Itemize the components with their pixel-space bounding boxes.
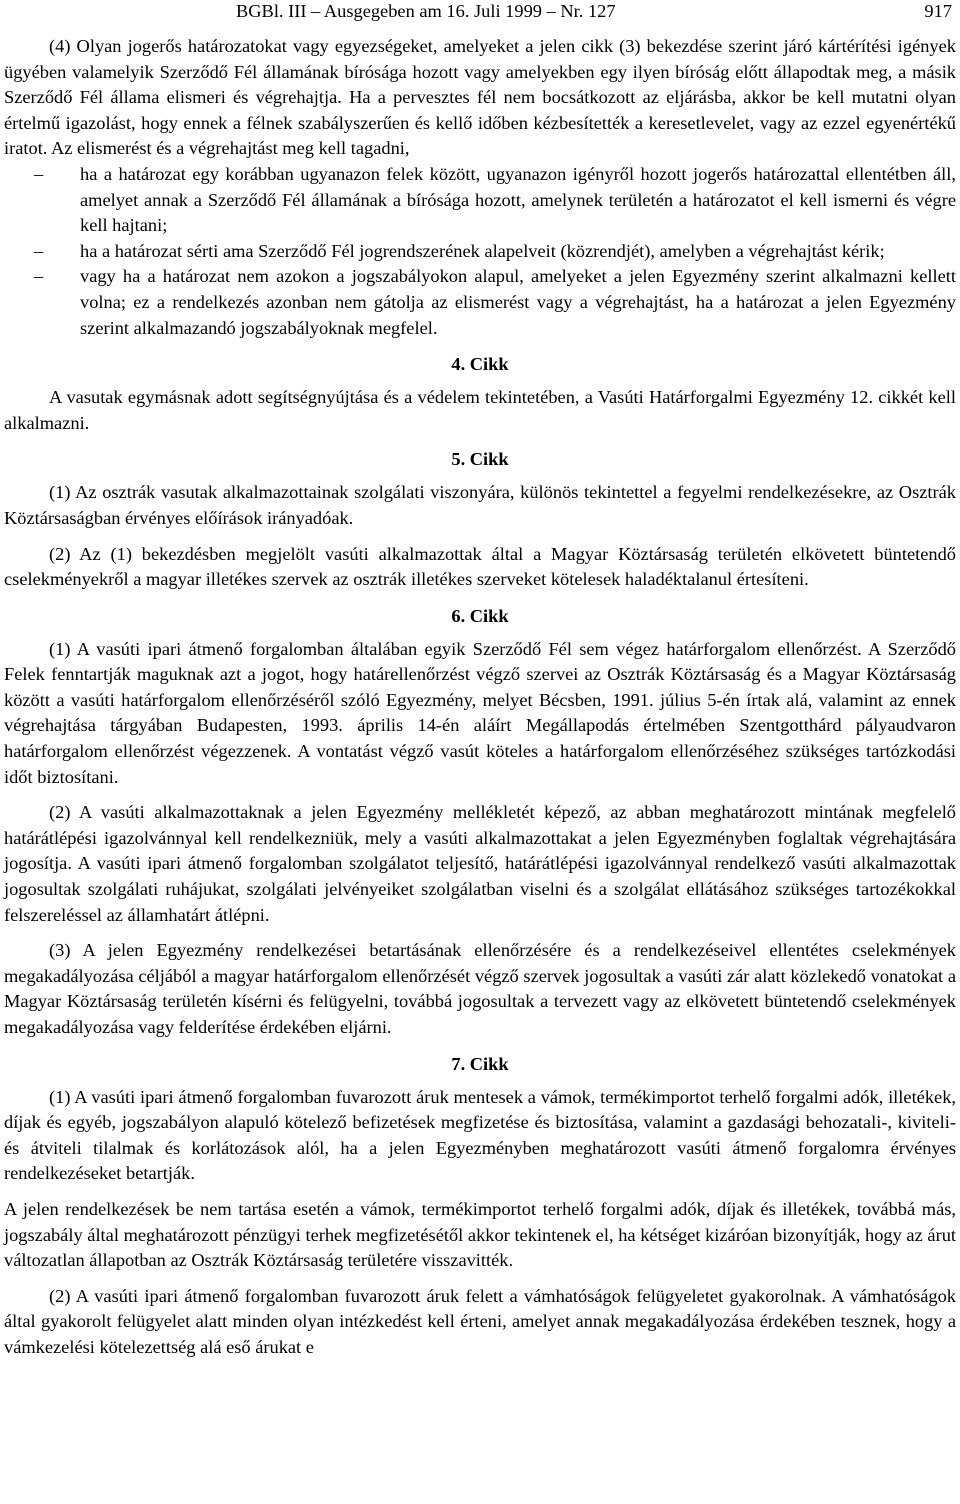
dash-bullet: – [34, 163, 44, 184]
art4-paragraph: A vasutak egymásnak adott segítségnyújtása és a védelem tekintetében, a Vasúti Határforgalmi Egyezmény 12. cikkét kell alkalmazni. [4, 387, 956, 433]
art6-paragraph-2: (2) A vasúti alkalmazottaknak a jelen Egyezmény mellékletét képező, az abban meghatározott mintának megfelelő határátlépési igazolvánnyal kell rendelkezniük, mely a vasúti alkalmazottakat a jelen Egyezményben foglaltak végrehajtására jogosítja. A vasúti ipari átmenő forgalomban szolgálatot teljesítő, határátlépési igazolvánnyal rendelkező vasúti alkalmazottak jogosultak szolgálati ruhájukat, szolgálati jelvényeiket szolgálatban viselni és a szolgálat ellátásához szükséges tartozékokkal felszereléssel az államhatárt átlépni. [4, 802, 956, 925]
art7-paragraph-1b: A jelen rendelkezések be nem tartása esetén a vámok, termékimportot terhelő forgalmi adók, díjak és illetékek, továbbá más, jogszabály által meghatározott pénzügyi terhek megfizetésétől akkor tekintenek el, ha kétséget kizáróan bizonyítják, hogy az árut változatlan állapotban az Osztrák Köztársaság területére visszavitték. [4, 1198, 956, 1271]
art6-paragraph-3: (3) A jelen Egyezmény rendelkezései betartásának ellenőrzésére és a rendelkezéseivel ellentétes cselekmények megakadályozása céljából a magyar határforgalom ellenőrzését végző szervek jogosultak a vasúti zár alatt közlekedő vonatokat a Magyar Köztársaság területén kísérni és felügyelni, továbbá jogosultak a tervezett vagy az elkövetett büntetendő cselekmények megakadályozása vagy felderítése érdekében eljárni. [4, 940, 956, 1037]
article-6-heading: 6. Cikk [451, 605, 509, 626]
art6-paragraph-1: (1) A vasúti ipari átmenő forgalomban általában egyik Szerződő Fél sem végez határforgalom ellenőrzést. A Szerződő Felek fenntartják maguknak azt a jogot, hogy határellenőrzést végző szervei az Osztrák Köztársaság és a Magyar Köztársaság között a vasúti határforgalom ellenőrzéséről szóló Egyezmény, melyet Bécsben, 1991. július 5-én írtak alá, valamint az ennek végrehajtása tárgyában Budapesten, 1993. április 14-én aláírt Megállapodás értelmében Szentgotthárd pályaudvaron határforgalom ellenőrzést végezzenek. A vontatást végző vasút köteles a határforgalom ellenőrzéséhez szükséges tartózkodási időt biztosítani. [4, 638, 956, 787]
list-item-text: ha a határozat egy korábban ugyanazon felek között, ugyanazon igényről hozott jogerős határozattal ellentétben áll, amelyet annak a Szerződő Fél államának a bírósága hozott, amelynek területén a határozatot el kell ismerni és végre kell hajtani; [80, 163, 956, 236]
list-item-text: vagy ha a határozat nem azokon a jogszabályokon alapul, amelyeket a jelen Egyezmény szerint alkalmazni kellett volna; ez a rendelkezés azonban nem gátolja az elismerést vagy a végrehajtást, ha a határozat a jelen Egyezmény szerint alkalmazandó jogszabályoknak megfelel. [80, 266, 956, 338]
art5-paragraph-1: (1) Az osztrák vasutak alkalmazottainak szolgálati viszonyára, különös tekintettel a fegyelmi rendelkezésekre, az Osztrák Köztársaságban érvényes előírások irányadóak. [4, 482, 956, 528]
art5-paragraph-2: (2) Az (1) bekezdésben megjelölt vasúti alkalmazottak által a Magyar Köztársaság területén elkövetett büntetendő cselekményekről a magyar illetékes szervek az osztrák illetékes szerveket kötelesek haladéktalanul értesíteni. [4, 543, 956, 590]
art3-paragraph-4: (4) Olyan jogerős határozatokat vagy egyezségeket, amelyeket a jelen cikk (3) bekezdése szerint járó kártérítési igények ügyében valamelyik Szerződő Fél államának bírósága hozott vagy amelyekben egy ilyen bíróság előtt állapodtak meg, a másik Szerződő Fél állama elismeri és végrehajtja. Ha a pervesztes fél nem bocsátkozott az eljárásba, akkor be kell mutatni olyan értelmű igazolást, hogy ennek a félnek szabályszerűen és kellő időben kézbesítették a keresetlevelet, vagy az ezzel egyenértékű iratot. Az elismerést és a végrehajtást meg kell tagadni, [4, 36, 956, 159]
article-4-heading: 4. Cikk [451, 354, 509, 375]
art7-paragraph-2: (2) A vasúti ipari átmenő forgalomban fuvarozott áruk felett a vámhatóságok felügyeletet gyakorolnak. A vámhatóságok által gyakorolt felügyelet alatt minden olyan intézkedést kell érteni, amelyet annak megakadályozása érdekében tesznek, hogy a vámkezelési kötelezettség alá eső árukat e [4, 1285, 956, 1357]
gazette-reference: BGBl. III – Ausgegeben am 16. Juli 1999 – Nr. 127 [236, 1, 616, 21]
list-item [4, 162, 956, 239]
article-7-heading: 7. Cikk [451, 1053, 509, 1074]
list-item [4, 264, 956, 341]
dash-bullet: – [34, 266, 44, 287]
list-item-text: ha a határozat sérti ama Szerződő Fél jogrendszerének alapelveit (közrendjét), amelyben a végrehajtást kérik; [80, 240, 885, 261]
list-item [4, 239, 956, 265]
art7-paragraph-1: (1) A vasúti ipari átmenő forgalomban fuvarozott áruk mentesek a vámok, termékimportot terhelő forgalmi adók, illetékek, díjak és egyéb, jogszabályon alapuló kötelező befizetések megfizetése és biztosítása, valamint a gazdasági behozatali-, kiviteli- és átviteli tilalmak és korlátozások alól, ha a jelen Egyezményben meghatározott vasúti átmenő forgalomra érvényes rendelkezéseket betartják. [4, 1086, 956, 1184]
page-header [4, 0, 956, 22]
refusal-grounds-list [4, 162, 956, 341]
page-number: 917 [924, 1, 952, 21]
article-5-heading: 5. Cikk [451, 449, 509, 470]
dash-bullet: – [34, 240, 44, 261]
